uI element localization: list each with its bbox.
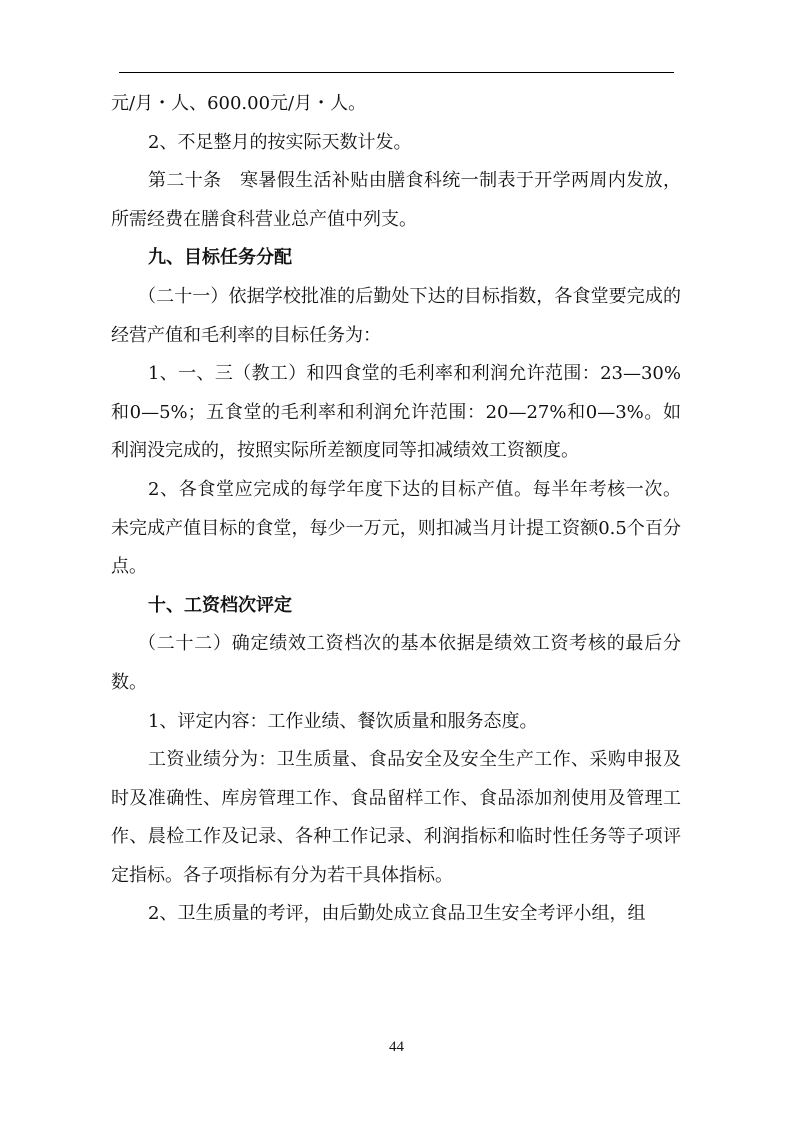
header-rule	[119, 72, 674, 73]
paragraph-article-20: 第二十条 寒暑假生活补贴由膳食科统一制表于开学两周内发放，所需经费在膳食科营业总产值中列支。	[111, 170, 681, 230]
section-heading-9: 九、目标任务分配	[148, 247, 292, 269]
paragraph-continuation: 元/月・人、600.00元/月・人。	[111, 93, 367, 114]
page-number: 44	[389, 1039, 404, 1055]
paragraph-item-1-criteria: 1、评定内容：工作业绩、餐饮质量和服务态度。	[148, 710, 538, 732]
paragraph-item-1-margins: 1、一、三（教工）和四食堂的毛利率和利润允许范围：23—30%和0—5%；五食堂的毛利率和利润允许范围：20—27%和0—3%。如利润没完成的，按照实际所差额度同等扣减绩效工资额度。	[111, 363, 681, 462]
paragraph-performance-items: 工资业绩分为：卫生质量、食品安全及安全生产工作、采购申报及时及准确性、库房管理工作、食品留样工作、食品添加剂使用及管理工作、晨检工作及记录、各种工作记录、利润指标和临时性任务等子项评定指标。各子项指标有分为若干具体指标。	[111, 749, 681, 886]
paragraph-item-2-targets: 2、各食堂应完成的每学年度下达的目标产值。每半年考核一次。未完成产值目标的食堂，每少一万元，则扣减当月计提工资额0.5个百分点。	[111, 478, 681, 578]
paragraph-article-21: （二十一）依据学校批准的后勤处下达的目标指数，各食堂要完成的经营产值和毛利率的目标任务为：	[111, 285, 681, 346]
body-text	[111, 85, 681, 934]
section-heading-10: 十、工资档次评定	[148, 594, 292, 616]
paragraph-item-2: 2、不足整月的按实际天数计发。	[148, 131, 412, 153]
paragraph-article-22: （二十二）确定绩效工资档次的基本依据是绩效工资考核的最后分数。	[111, 633, 681, 693]
paragraph-item-2-hygiene: 2、卫生质量的考评，由后勤处成立食品卫生安全考评小组，组	[148, 903, 646, 925]
